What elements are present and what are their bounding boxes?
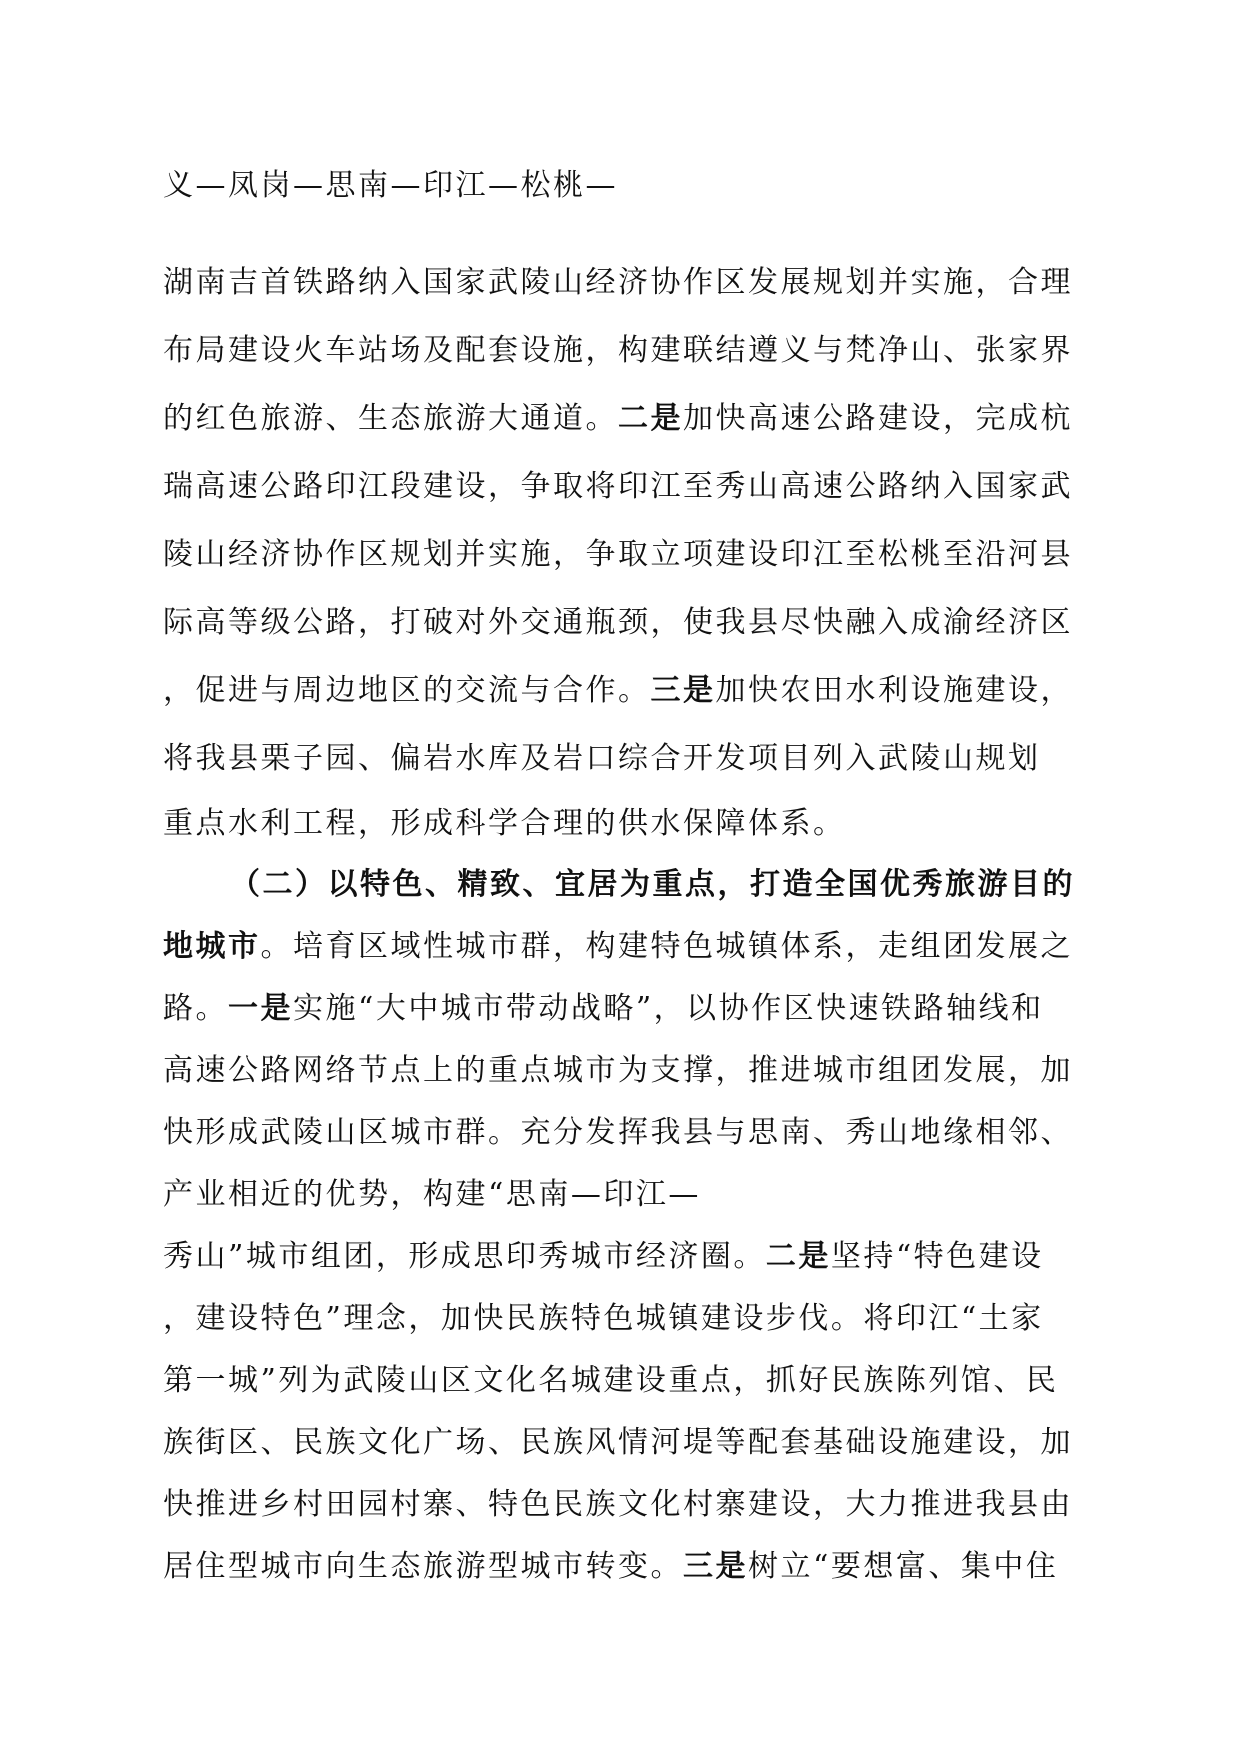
text-run: ，促进与周边地区的交流与合作。 [163,673,651,708]
text-run: 坚持“特色建设 [830,1239,1044,1274]
text-line [163,603,1073,643]
text-line [163,1423,1073,1463]
text-line [163,331,1073,371]
text-run: 快形成武陵山区城市群。充分发挥我县与思南、秀山地缘相邻、 [163,1115,1073,1150]
bold-text-run: （二）以特色、精致、宜居为重点，打造全国优秀旅游目的 [230,867,1075,902]
text-line [163,739,1041,779]
bold-text-run: 地城市 [163,929,261,964]
text-run: 秀山”城市组团，形成思印秀城市经济圈。 [163,1239,766,1274]
text-line [163,1237,1044,1277]
text-run: 族街区、民族文化广场、民族风情河堤等配套基础设施建设，加 [163,1425,1073,1460]
text-run: 实施“大中城市带动战略”，以协作区快速铁路轴线和 [293,991,1044,1026]
text-run: ，建设特色”理念，加快民族特色城镇建设步伐。将印江“土家 [163,1301,1044,1336]
text-line [163,671,1073,711]
text-run: 第一城”列为武陵山区文化名城建设重点，抓好民族陈列馆、民 [163,1363,1059,1398]
text-line [163,1113,1073,1153]
text-run: 将我县栗子园、偏岩水库及岩口综合开发项目列入武陵山规划 [163,741,1041,776]
section-heading [230,865,1075,905]
text-line [163,399,1073,439]
text-run: 陵山经济协作区规划并实施，争取立项建设印江至松桃至沿河县 [163,537,1073,572]
text-run: 居住型城市向生态旅游型城市转变。 [163,1549,683,1584]
text-line [163,467,1073,507]
text-run: 瑞高速公路印江段建设，争取将印江至秀山高速公路纳入国家武 [163,469,1073,504]
text-run: 义—凤岗—思南—印江—松桃— [163,168,618,203]
text-line [163,1361,1058,1401]
text-line [163,535,1073,575]
text-run: 重点水利工程，形成科学合理的供水保障体系。 [163,806,846,841]
text-line [163,263,1073,303]
bold-text-run: 三是 [683,1549,748,1584]
text-run: 布局建设火车站场及配套设施，构建联结遵义与梵净山、张家界 [163,333,1073,368]
text-run: 湖南吉首铁路纳入国家武陵山经济协作区发展规划并实施，合理 [163,265,1073,300]
text-line [163,927,1073,967]
text-line [163,166,618,206]
bold-text-run: 三是 [650,673,716,708]
text-run: 。培育区域性城市群，构建特色城镇体系，走组团发展之 [260,929,1073,964]
text-line [163,1299,1044,1339]
text-run: 际高等级公路，打破对外交通瓶颈，使我县尽快融入成渝经济区 [163,605,1073,640]
text-run: 路。 [163,991,228,1026]
text-run: 树立“要想富、集中住 [748,1549,1059,1584]
bold-text-run: 一是 [228,991,293,1026]
text-run: 产业相近的优势，构建“思南—印江— [163,1177,701,1212]
text-line [163,1175,701,1215]
bold-text-run: 二是 [618,401,683,436]
text-run: 快推进乡村田园村寨、特色民族文化村寨建设，大力推进我县由 [163,1487,1073,1522]
text-line [163,989,1044,1029]
text-line [163,804,846,844]
text-run: 加快高速公路建设，完成杭 [683,401,1073,436]
text-run: 加快农田水利设施建设， [715,673,1073,708]
text-line [163,1485,1073,1525]
text-line [163,1051,1073,1091]
text-run: 高速公路网络节点上的重点城市为支撑，推进城市组团发展，加 [163,1053,1073,1088]
text-line [163,1547,1058,1587]
text-run: 的红色旅游、生态旅游大通道。 [163,401,618,436]
bold-text-run: 二是 [765,1239,831,1274]
